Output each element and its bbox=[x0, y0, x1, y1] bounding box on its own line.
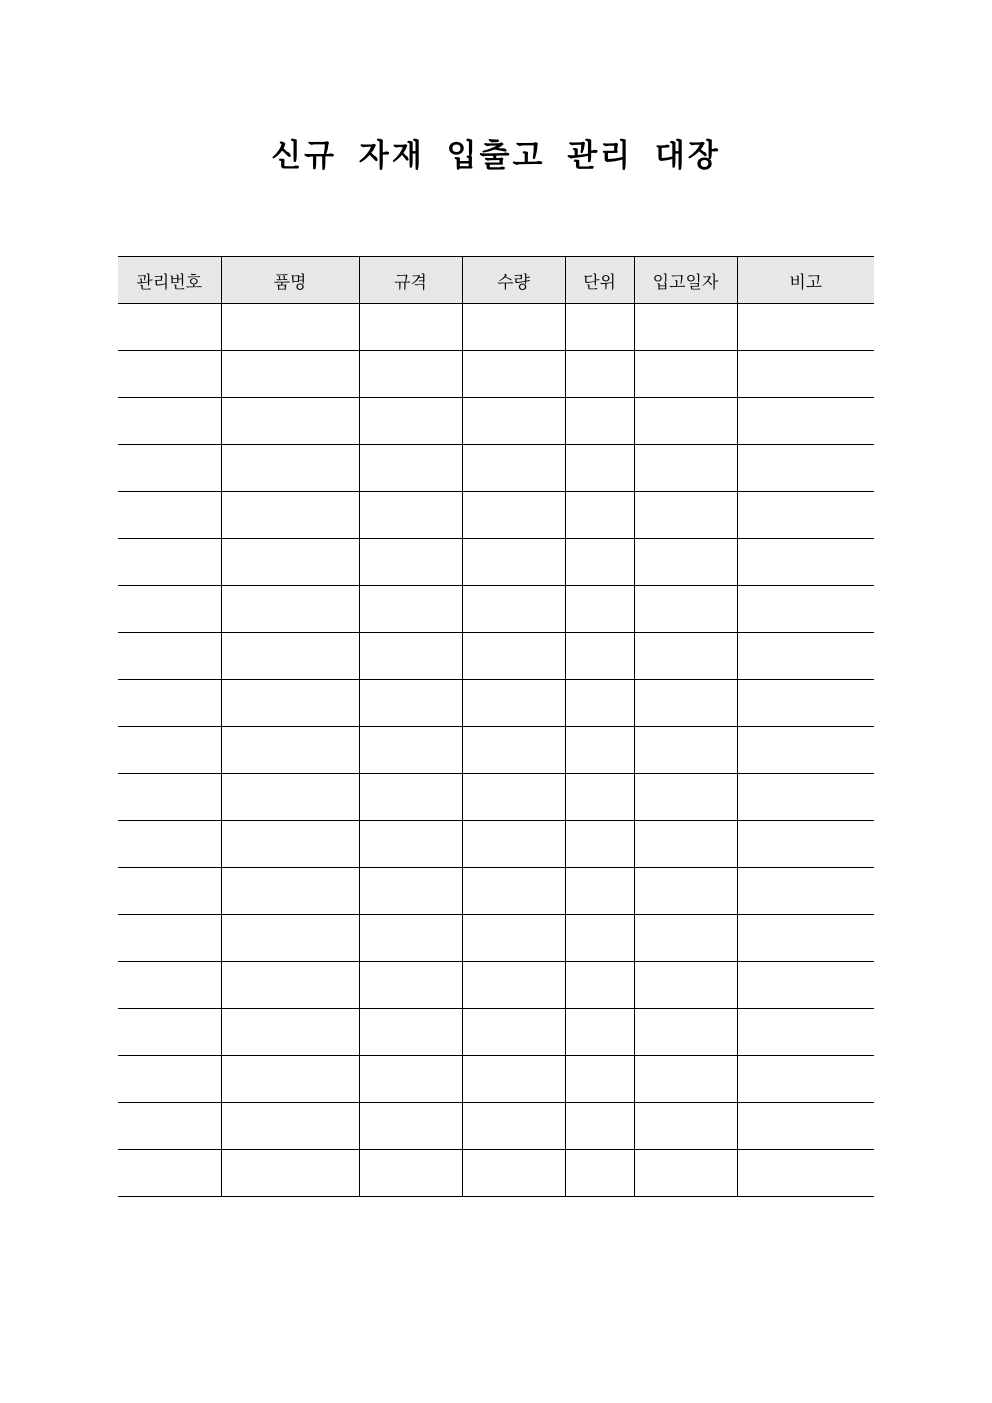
table-row bbox=[118, 774, 874, 821]
management-number-cell[interactable] bbox=[118, 1009, 221, 1056]
remarks-cell[interactable] bbox=[737, 539, 874, 586]
table-row bbox=[118, 1150, 874, 1197]
specification-cell[interactable] bbox=[359, 633, 462, 680]
management-number-cell[interactable] bbox=[118, 445, 221, 492]
unit-cell[interactable] bbox=[565, 633, 634, 680]
management-number-cell[interactable] bbox=[118, 586, 221, 633]
item-name-cell[interactable] bbox=[221, 351, 359, 398]
table-row bbox=[118, 1009, 874, 1056]
specification-cell[interactable] bbox=[359, 586, 462, 633]
item-name-cell[interactable] bbox=[221, 633, 359, 680]
item-name-cell[interactable] bbox=[221, 304, 359, 351]
item-name-cell[interactable] bbox=[221, 962, 359, 1009]
remarks-cell[interactable] bbox=[737, 1056, 874, 1103]
management-number-cell[interactable] bbox=[118, 1103, 221, 1150]
remarks-cell[interactable] bbox=[737, 586, 874, 633]
unit-cell[interactable] bbox=[565, 1009, 634, 1056]
specification-cell[interactable] bbox=[359, 727, 462, 774]
specification-cell[interactable] bbox=[359, 351, 462, 398]
table-row bbox=[118, 821, 874, 868]
quantity-cell[interactable] bbox=[462, 633, 565, 680]
unit-cell[interactable] bbox=[565, 915, 634, 962]
table-row bbox=[118, 680, 874, 727]
item-name-cell[interactable] bbox=[221, 868, 359, 915]
quantity-cell[interactable] bbox=[462, 1150, 565, 1197]
item-name-cell[interactable] bbox=[221, 492, 359, 539]
specification-cell[interactable] bbox=[359, 304, 462, 351]
unit-cell[interactable] bbox=[565, 1150, 634, 1197]
specification-cell[interactable] bbox=[359, 774, 462, 821]
table-row bbox=[118, 539, 874, 586]
table-row bbox=[118, 727, 874, 774]
specification-cell[interactable] bbox=[359, 398, 462, 445]
receipt-date-cell[interactable] bbox=[634, 680, 737, 727]
unit-cell[interactable] bbox=[565, 868, 634, 915]
item-name-cell[interactable] bbox=[221, 539, 359, 586]
quantity-cell[interactable] bbox=[462, 1056, 565, 1103]
remarks-cell[interactable] bbox=[737, 351, 874, 398]
receipt-date-cell[interactable] bbox=[634, 539, 737, 586]
table-row bbox=[118, 351, 874, 398]
remarks-cell[interactable] bbox=[737, 727, 874, 774]
unit-cell[interactable] bbox=[565, 727, 634, 774]
remarks-cell[interactable] bbox=[737, 1150, 874, 1197]
remarks-cell[interactable] bbox=[737, 633, 874, 680]
management-number-cell[interactable] bbox=[118, 1056, 221, 1103]
remarks-cell[interactable] bbox=[737, 398, 874, 445]
quantity-cell[interactable] bbox=[462, 492, 565, 539]
ledger-table bbox=[118, 256, 874, 1197]
unit-cell[interactable] bbox=[565, 351, 634, 398]
quantity-cell[interactable] bbox=[462, 962, 565, 1009]
receipt-date-cell[interactable] bbox=[634, 774, 737, 821]
specification-cell[interactable] bbox=[359, 445, 462, 492]
receipt-date-cell[interactable] bbox=[634, 727, 737, 774]
item-name-cell[interactable] bbox=[221, 915, 359, 962]
specification-cell[interactable] bbox=[359, 962, 462, 1009]
table-row bbox=[118, 445, 874, 492]
item-name-cell[interactable] bbox=[221, 586, 359, 633]
quantity-cell[interactable] bbox=[462, 398, 565, 445]
item-name-cell[interactable] bbox=[221, 821, 359, 868]
item-name-cell[interactable] bbox=[221, 445, 359, 492]
receipt-date-cell[interactable] bbox=[634, 821, 737, 868]
receipt-date-cell[interactable] bbox=[634, 633, 737, 680]
receipt-date-cell[interactable] bbox=[634, 962, 737, 1009]
management-number-cell[interactable] bbox=[118, 774, 221, 821]
management-number-cell[interactable] bbox=[118, 304, 221, 351]
column-header-remarks: 비고 bbox=[737, 257, 874, 304]
table-row bbox=[118, 633, 874, 680]
receipt-date-cell[interactable] bbox=[634, 1103, 737, 1150]
table-row bbox=[118, 586, 874, 633]
unit-cell[interactable] bbox=[565, 1056, 634, 1103]
management-number-cell[interactable] bbox=[118, 398, 221, 445]
unit-cell[interactable] bbox=[565, 821, 634, 868]
item-name-cell[interactable] bbox=[221, 1103, 359, 1150]
quantity-cell[interactable] bbox=[462, 304, 565, 351]
column-header-quantity: 수량 bbox=[462, 257, 565, 304]
table-row bbox=[118, 492, 874, 539]
column-header-management-number: 관리번호 bbox=[118, 257, 221, 304]
specification-cell[interactable] bbox=[359, 868, 462, 915]
quantity-cell[interactable] bbox=[462, 586, 565, 633]
receipt-date-cell[interactable] bbox=[634, 586, 737, 633]
table-row bbox=[118, 398, 874, 445]
table-row bbox=[118, 962, 874, 1009]
management-number-cell[interactable] bbox=[118, 821, 221, 868]
specification-cell[interactable] bbox=[359, 821, 462, 868]
item-name-cell[interactable] bbox=[221, 774, 359, 821]
remarks-cell[interactable] bbox=[737, 915, 874, 962]
specification-cell[interactable] bbox=[359, 1009, 462, 1056]
quantity-cell[interactable] bbox=[462, 680, 565, 727]
receipt-date-cell[interactable] bbox=[634, 1056, 737, 1103]
unit-cell[interactable] bbox=[565, 962, 634, 1009]
table-row bbox=[118, 304, 874, 351]
remarks-cell[interactable] bbox=[737, 1103, 874, 1150]
unit-cell[interactable] bbox=[565, 539, 634, 586]
management-number-cell[interactable] bbox=[118, 915, 221, 962]
management-number-cell[interactable] bbox=[118, 633, 221, 680]
quantity-cell[interactable] bbox=[462, 727, 565, 774]
column-header-unit: 단위 bbox=[565, 257, 634, 304]
receipt-date-cell[interactable] bbox=[634, 915, 737, 962]
table-row bbox=[118, 1103, 874, 1150]
quantity-cell[interactable] bbox=[462, 351, 565, 398]
receipt-date-cell[interactable] bbox=[634, 492, 737, 539]
quantity-cell[interactable] bbox=[462, 539, 565, 586]
remarks-cell[interactable] bbox=[737, 774, 874, 821]
unit-cell[interactable] bbox=[565, 774, 634, 821]
specification-cell[interactable] bbox=[359, 1056, 462, 1103]
management-number-cell[interactable] bbox=[118, 492, 221, 539]
quantity-cell[interactable] bbox=[462, 445, 565, 492]
receipt-date-cell[interactable] bbox=[634, 445, 737, 492]
remarks-cell[interactable] bbox=[737, 868, 874, 915]
quantity-cell[interactable] bbox=[462, 915, 565, 962]
item-name-cell[interactable] bbox=[221, 727, 359, 774]
receipt-date-cell[interactable] bbox=[634, 1009, 737, 1056]
management-number-cell[interactable] bbox=[118, 962, 221, 1009]
remarks-cell[interactable] bbox=[737, 680, 874, 727]
item-name-cell[interactable] bbox=[221, 680, 359, 727]
receipt-date-cell[interactable] bbox=[634, 398, 737, 445]
remarks-cell[interactable] bbox=[737, 445, 874, 492]
ledger-body bbox=[118, 304, 874, 1197]
management-number-cell[interactable] bbox=[118, 680, 221, 727]
table-row bbox=[118, 1056, 874, 1103]
specification-cell[interactable] bbox=[359, 539, 462, 586]
table-row bbox=[118, 868, 874, 915]
unit-cell[interactable] bbox=[565, 445, 634, 492]
quantity-cell[interactable] bbox=[462, 774, 565, 821]
column-header-item-name: 품명 bbox=[221, 257, 359, 304]
item-name-cell[interactable] bbox=[221, 1150, 359, 1197]
quantity-cell[interactable] bbox=[462, 1009, 565, 1056]
unit-cell[interactable] bbox=[565, 680, 634, 727]
document-title: 신규 자재 입출고 관리 대장 bbox=[271, 138, 721, 174]
remarks-cell[interactable] bbox=[737, 962, 874, 1009]
column-header-receipt-date: 입고일자 bbox=[634, 257, 737, 304]
management-number-cell[interactable] bbox=[118, 868, 221, 915]
management-number-cell[interactable] bbox=[118, 351, 221, 398]
receipt-date-cell[interactable] bbox=[634, 304, 737, 351]
header-row bbox=[118, 257, 874, 304]
quantity-cell[interactable] bbox=[462, 868, 565, 915]
quantity-cell[interactable] bbox=[462, 821, 565, 868]
quantity-cell[interactable] bbox=[462, 1103, 565, 1150]
unit-cell[interactable] bbox=[565, 1103, 634, 1150]
receipt-date-cell[interactable] bbox=[634, 351, 737, 398]
item-name-cell[interactable] bbox=[221, 1009, 359, 1056]
specification-cell[interactable] bbox=[359, 1150, 462, 1197]
remarks-cell[interactable] bbox=[737, 492, 874, 539]
specification-cell[interactable] bbox=[359, 680, 462, 727]
unit-cell[interactable] bbox=[565, 398, 634, 445]
unit-cell[interactable] bbox=[565, 586, 634, 633]
management-number-cell[interactable] bbox=[118, 539, 221, 586]
management-number-cell[interactable] bbox=[118, 727, 221, 774]
receipt-date-cell[interactable] bbox=[634, 868, 737, 915]
column-header-specification: 규격 bbox=[359, 257, 462, 304]
item-name-cell[interactable] bbox=[221, 398, 359, 445]
unit-cell[interactable] bbox=[565, 492, 634, 539]
receipt-date-cell[interactable] bbox=[634, 1150, 737, 1197]
remarks-cell[interactable] bbox=[737, 821, 874, 868]
management-number-cell[interactable] bbox=[118, 1150, 221, 1197]
remarks-cell[interactable] bbox=[737, 304, 874, 351]
specification-cell[interactable] bbox=[359, 492, 462, 539]
specification-cell[interactable] bbox=[359, 915, 462, 962]
table-row bbox=[118, 915, 874, 962]
specification-cell[interactable] bbox=[359, 1103, 462, 1150]
unit-cell[interactable] bbox=[565, 304, 634, 351]
remarks-cell[interactable] bbox=[737, 1009, 874, 1056]
item-name-cell[interactable] bbox=[221, 1056, 359, 1103]
